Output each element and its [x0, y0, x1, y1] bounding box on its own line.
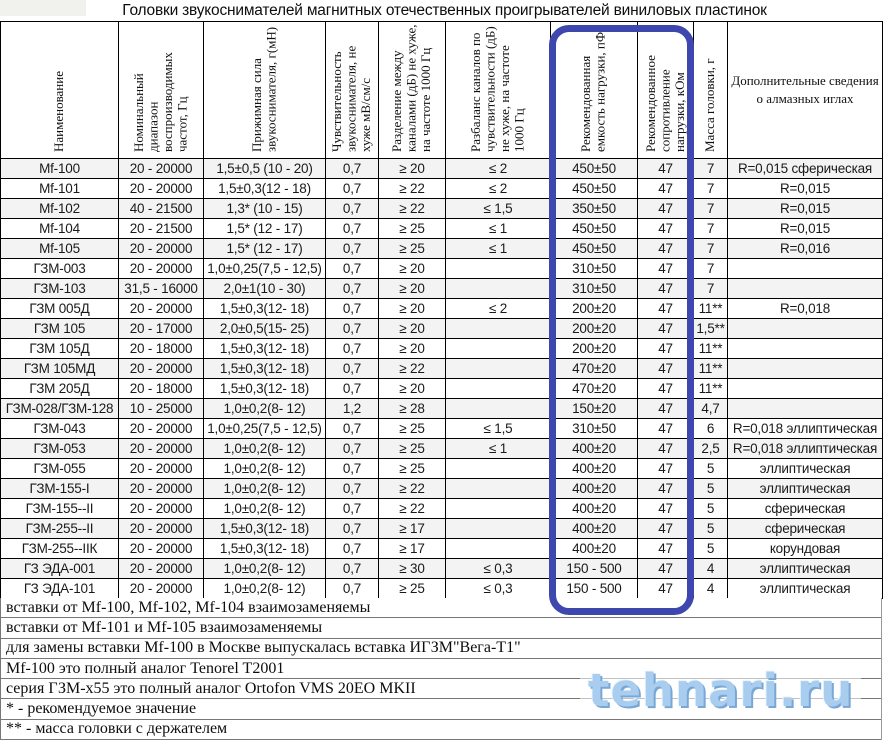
cell-sens: 0,7: [326, 419, 379, 439]
cell-extra: эллиптическая: [728, 479, 883, 499]
cell-mass: 5: [694, 499, 728, 519]
cell-mass: 5: [694, 539, 728, 559]
col-header-label: Прижимная сила звукоснимателя, г(мН): [248, 26, 279, 152]
col-header-mass: [694, 22, 728, 159]
cell-range: 20 - 20000: [119, 519, 204, 539]
cell-imbalance: ≤ 0,3: [446, 579, 551, 599]
col-header-resistance: [638, 22, 694, 159]
cell-imbalance: ≤ 1: [446, 219, 551, 239]
cell-extra: [728, 279, 883, 299]
table-row: [1, 499, 883, 519]
cell-separation: ≥ 22: [379, 499, 446, 519]
cell-range: 20 - 20000: [119, 359, 204, 379]
cell-separation: ≥ 20: [379, 339, 446, 359]
cell-name: ГЗМ-028/ГЗМ-128: [1, 399, 119, 419]
cell-range: 10 - 25000: [119, 399, 204, 419]
cell-mass: 2,5: [694, 439, 728, 459]
cell-capacity: 400±20: [551, 519, 638, 539]
cell-range: 20 - 20000: [119, 439, 204, 459]
cell-resistance: 47: [638, 419, 694, 439]
cell-extra: [728, 399, 883, 419]
cell-name: ГЗМ-155--II: [1, 499, 119, 519]
table-row: [1, 419, 883, 439]
cell-separation: ≥ 25: [379, 459, 446, 479]
cell-extra: эллиптическая: [728, 559, 883, 579]
cell-imbalance: ≤ 1,5: [446, 419, 551, 439]
cell-range: 20 - 20000: [119, 579, 204, 599]
header-row: [1, 22, 883, 159]
cartridge-specs-table: [0, 21, 883, 599]
cell-force: 1,0±0,25(7,5 - 12,5): [204, 419, 326, 439]
table-row: [1, 159, 883, 179]
cell-extra: [728, 259, 883, 279]
cell-separation: ≥ 20: [379, 379, 446, 399]
cell-capacity: 200±20: [551, 299, 638, 319]
col-header-imbalance: [446, 22, 551, 159]
cell-imbalance: [446, 479, 551, 499]
col-header-label: Номинальный диапазон воспроизводимых частот, Гц: [130, 52, 190, 152]
cell-imbalance: ≤ 2: [446, 179, 551, 199]
cell-force: 1,5±0,3(12- 18): [204, 379, 326, 399]
cell-force: 1,5±0,3(12- 18): [204, 299, 326, 319]
cell-imbalance: ≤ 1: [446, 239, 551, 259]
cell-imbalance: [446, 499, 551, 519]
table-row: [1, 299, 883, 319]
cell-extra: [728, 319, 883, 339]
cell-resistance: 47: [638, 339, 694, 359]
cell-force: 1,0±0,2(8- 12): [204, 579, 326, 599]
cell-mass: 7: [694, 279, 728, 299]
cell-extra: R=0,015: [728, 219, 883, 239]
cell-sens: 0,7: [326, 439, 379, 459]
cell-force: 1,3* (10 - 15): [204, 199, 326, 219]
cell-capacity: 450±50: [551, 179, 638, 199]
cell-sens: 0,7: [326, 159, 379, 179]
cell-resistance: 47: [638, 519, 694, 539]
cell-force: 1,0±0,2(8- 12): [204, 479, 326, 499]
cell-resistance: 47: [638, 399, 694, 419]
cell-name: Mf-100: [1, 159, 119, 179]
table-row: [1, 359, 883, 379]
col-header-label: Разделение между каналами (дБ) не хуже, на частоте 1000 Гц: [389, 24, 434, 152]
cell-name: ГЗМ-053: [1, 439, 119, 459]
cell-resistance: 47: [638, 559, 694, 579]
cell-separation: ≥ 20: [379, 159, 446, 179]
cell-range: 20 - 20000: [119, 539, 204, 559]
cell-separation: ≥ 17: [379, 519, 446, 539]
cell-name: ГЗМ-155-I: [1, 479, 119, 499]
cell-extra: [728, 359, 883, 379]
cell-sens: 0,7: [326, 519, 379, 539]
cell-capacity: 150 - 500: [551, 559, 638, 579]
cell-force: 1,0±0,2(8- 12): [204, 399, 326, 419]
col-header-extra: Дополнительные сведения о алмазных иглах: [728, 22, 883, 159]
cell-mass: 7: [694, 159, 728, 179]
cell-mass: 4: [694, 579, 728, 599]
cell-extra: эллиптическая: [728, 459, 883, 479]
cell-mass: 11**: [694, 339, 728, 359]
cell-mass: 7: [694, 259, 728, 279]
cell-sens: 0,7: [326, 199, 379, 219]
cell-name: Mf-105: [1, 239, 119, 259]
table-row: [1, 179, 883, 199]
cell-sens: 1,2: [326, 399, 379, 419]
note-row: вставки от Mf-100, Mf-102, Mf-104 взаимозаменяемы: [1, 598, 881, 618]
cell-imbalance: [446, 319, 551, 339]
cell-capacity: 450±50: [551, 239, 638, 259]
cell-extra: R=0,018: [728, 299, 883, 319]
cell-force: 1,5±0,5 (10 - 20): [204, 159, 326, 179]
cell-mass: 5: [694, 519, 728, 539]
cell-resistance: 47: [638, 479, 694, 499]
cell-separation: ≥ 17: [379, 539, 446, 559]
cell-capacity: 470±20: [551, 359, 638, 379]
cell-range: 20 - 20000: [119, 239, 204, 259]
cell-separation: ≥ 25: [379, 239, 446, 259]
cell-name: ГЗМ-055: [1, 459, 119, 479]
cell-resistance: 47: [638, 379, 694, 399]
col-header-range: [119, 22, 204, 159]
cell-range: 20 - 20000: [119, 259, 204, 279]
cell-name: ГЗМ 205Д: [1, 379, 119, 399]
cell-name: ГЗМ-255--IIК: [1, 539, 119, 559]
col-header-sens: [326, 22, 379, 159]
cell-range: 20 - 20000: [119, 479, 204, 499]
col-header-separation: [379, 22, 446, 159]
cell-capacity: 200±20: [551, 319, 638, 339]
cell-force: 1,5* (12 - 17): [204, 219, 326, 239]
cell-imbalance: ≤ 0,3: [446, 559, 551, 579]
cell-capacity: 450±50: [551, 159, 638, 179]
table-row: [1, 519, 883, 539]
cell-capacity: 150±20: [551, 399, 638, 419]
col-header-label: Наименование: [51, 71, 67, 152]
cell-range: 20 - 20000: [119, 499, 204, 519]
table-row: [1, 439, 883, 459]
cell-capacity: 310±50: [551, 419, 638, 439]
table-row: [1, 259, 883, 279]
cell-capacity: 470±20: [551, 379, 638, 399]
cell-name: ГЗМ 105: [1, 319, 119, 339]
note-row: * - рекомендуемое значение: [1, 699, 881, 719]
cell-extra: R=0,018 эллиптическая: [728, 439, 883, 459]
table-row: [1, 539, 883, 559]
col-header-name: [1, 22, 119, 159]
cell-sens: 0,7: [326, 379, 379, 399]
cell-sens: 0,7: [326, 359, 379, 379]
table-row: [1, 319, 883, 339]
cell-name: ГЗМ-043: [1, 419, 119, 439]
table-row: [1, 559, 883, 579]
cell-mass: 6: [694, 419, 728, 439]
cell-force: 1,0±0,2(8- 12): [204, 459, 326, 479]
cell-mass: 7: [694, 219, 728, 239]
cell-capacity: 310±50: [551, 259, 638, 279]
cell-sens: 0,7: [326, 579, 379, 599]
cell-imbalance: ≤ 2: [446, 299, 551, 319]
cell-name: Mf-104: [1, 219, 119, 239]
cell-name: ГЗМ-255--II: [1, 519, 119, 539]
cell-mass: 5: [694, 459, 728, 479]
col-header-label: Масса головки, г: [702, 58, 718, 152]
cell-sens: 0,7: [326, 339, 379, 359]
cell-extra: R=0,015: [728, 179, 883, 199]
cell-range: 40 - 21500: [119, 199, 204, 219]
cell-mass: 5: [694, 479, 728, 499]
cell-range: 20 - 20000: [119, 419, 204, 439]
cell-extra: R=0,015 сферическая: [728, 159, 883, 179]
cell-capacity: 400±20: [551, 459, 638, 479]
col-header-label: Разбаланс каналов по чувствительности (дБ) не хуже, на частоте 1000 Гц: [467, 26, 527, 152]
cell-name: ГЗМ-003: [1, 259, 119, 279]
cell-resistance: 47: [638, 319, 694, 339]
cell-capacity: 150 - 500: [551, 579, 638, 599]
table-row: [1, 399, 883, 419]
col-header-label: Чувствительность звукоснимателя, не хуже мВ/см/с: [329, 45, 374, 152]
cell-extra: сферическая: [728, 519, 883, 539]
col-header-capacity: [551, 22, 638, 159]
table-row: [1, 379, 883, 399]
cell-imbalance: [446, 459, 551, 479]
cell-range: 20 - 20000: [119, 559, 204, 579]
cell-capacity: 450±50: [551, 219, 638, 239]
note-row: вставки от Mf-101 и Mf-105 взаимозаменяемы: [1, 618, 881, 638]
cell-resistance: 47: [638, 279, 694, 299]
table-row: [1, 199, 883, 219]
cell-mass: 11**: [694, 299, 728, 319]
cell-capacity: 400±20: [551, 439, 638, 459]
tehnari-watermark-logo: tehnari.ru: [580, 664, 861, 718]
cell-separation: ≥ 28: [379, 399, 446, 419]
cell-range: 20 - 21500: [119, 219, 204, 239]
cell-imbalance: [446, 279, 551, 299]
cell-mass: 11**: [694, 359, 728, 379]
cell-force: 1,0±0,2(8- 12): [204, 499, 326, 519]
cell-imbalance: [446, 379, 551, 399]
cell-separation: ≥ 22: [379, 199, 446, 219]
cell-range: 20 - 20000: [119, 299, 204, 319]
cell-sens: 0,7: [326, 539, 379, 559]
cell-force: 1,5±0,3(12- 18): [204, 339, 326, 359]
col-header-label: Рекомендованная емкость нагрузки, пФ: [578, 31, 608, 152]
cell-sens: 0,7: [326, 179, 379, 199]
cell-extra: эллиптическая: [728, 579, 883, 599]
cell-resistance: 47: [638, 219, 694, 239]
cell-resistance: 47: [638, 259, 694, 279]
cell-name: ГЗМ 005Д: [1, 299, 119, 319]
cell-extra: сферическая: [728, 499, 883, 519]
cell-capacity: 350±50: [551, 199, 638, 219]
cell-range: 20 - 18000: [119, 339, 204, 359]
cell-sens: 0,7: [326, 299, 379, 319]
cell-sens: 0,7: [326, 459, 379, 479]
cell-capacity: 400±20: [551, 499, 638, 519]
cell-resistance: 47: [638, 359, 694, 379]
cell-separation: ≥ 25: [379, 579, 446, 599]
cell-range: 20 - 20000: [119, 159, 204, 179]
cell-capacity: 310±50: [551, 279, 638, 299]
cell-range: 20 - 17000: [119, 319, 204, 339]
table-row: [1, 239, 883, 259]
cell-capacity: 400±20: [551, 539, 638, 559]
cell-separation: ≥ 25: [379, 219, 446, 239]
cell-imbalance: ≤ 1: [446, 439, 551, 459]
cell-mass: 11**: [694, 379, 728, 399]
note-row: ** - масса головки с держателем: [1, 720, 881, 740]
cell-mass: 7: [694, 179, 728, 199]
cell-sens: 0,7: [326, 479, 379, 499]
cell-capacity: 200±20: [551, 339, 638, 359]
cell-extra: [728, 379, 883, 399]
cell-range: 31,5 - 16000: [119, 279, 204, 299]
cell-sens: 0,7: [326, 259, 379, 279]
col-header-label: Рекомендованное сопротивление нагрузки, кОм: [642, 55, 687, 152]
table-row: [1, 579, 883, 599]
page-title: Головки звукоснимателей магнитных отечественных проигрывателей виниловых пластинок: [122, 2, 767, 19]
cell-force: 1,0±0,2(8- 12): [204, 439, 326, 459]
cell-sens: 0,7: [326, 559, 379, 579]
cell-resistance: 47: [638, 299, 694, 319]
cell-resistance: 47: [638, 239, 694, 259]
table-row: [1, 339, 883, 359]
cell-sens: 0,7: [326, 219, 379, 239]
cell-name: ГЗМ 105Д: [1, 339, 119, 359]
cell-range: 20 - 20000: [119, 459, 204, 479]
cell-name: ГЗМ-103: [1, 279, 119, 299]
cell-name: Mf-102: [1, 199, 119, 219]
cell-force: 1,5±0,3(12- 18): [204, 519, 326, 539]
cell-force: 1,0±0,25(7,5 - 12,5): [204, 259, 326, 279]
cell-separation: ≥ 22: [379, 479, 446, 499]
cell-capacity: 400±20: [551, 479, 638, 499]
cell-force: 2,0±0,5(15- 25): [204, 319, 326, 339]
cell-force: 1,5±0,3(12 - 18): [204, 179, 326, 199]
cell-separation: ≥ 20: [379, 299, 446, 319]
cell-extra: R=0,015: [728, 199, 883, 219]
cell-mass: 7: [694, 239, 728, 259]
cell-resistance: 47: [638, 199, 694, 219]
cell-extra: [728, 339, 883, 359]
cell-separation: ≥ 20: [379, 259, 446, 279]
cell-separation: ≥ 25: [379, 419, 446, 439]
cell-separation: ≥ 20: [379, 319, 446, 339]
cell-imbalance: [446, 539, 551, 559]
cell-mass: 4,7: [694, 399, 728, 419]
cell-sens: 0,7: [326, 239, 379, 259]
cell-extra: R=0,016: [728, 239, 883, 259]
cell-resistance: 47: [638, 459, 694, 479]
cell-imbalance: [446, 519, 551, 539]
cell-imbalance: ≤ 1,5: [446, 199, 551, 219]
note-row: серия ГЗМ-х55 это полный аналог Ortofon VMS 20EO MKII: [1, 679, 881, 699]
cell-force: 1,0±0,2(8- 12): [204, 559, 326, 579]
cell-range: 20 - 20000: [119, 179, 204, 199]
cell-imbalance: [446, 399, 551, 419]
col-header-force: [204, 22, 326, 159]
cell-separation: ≥ 20: [379, 279, 446, 299]
cell-name: ГЗМ 105МД: [1, 359, 119, 379]
cell-extra: корундовая: [728, 539, 883, 559]
note-row: Mf-100 это полный аналог Tenorel T2001: [1, 659, 881, 679]
table-row: [1, 459, 883, 479]
cell-force: 1,5±0,3(12- 18): [204, 359, 326, 379]
cell-force: 1,5* (12 - 17): [204, 239, 326, 259]
cell-resistance: 47: [638, 499, 694, 519]
cell-resistance: 47: [638, 159, 694, 179]
cell-resistance: 47: [638, 439, 694, 459]
cell-mass: 1,5**: [694, 319, 728, 339]
cell-resistance: 47: [638, 579, 694, 599]
cell-extra: R=0,018 эллиптическая: [728, 419, 883, 439]
cell-separation: ≥ 25: [379, 439, 446, 459]
table-row: [1, 479, 883, 499]
cell-resistance: 47: [638, 179, 694, 199]
cell-force: 2,0±1(10 - 30): [204, 279, 326, 299]
cell-imbalance: [446, 259, 551, 279]
cell-name: ГЗ ЭДА-001: [1, 559, 119, 579]
cell-name: Mf-101: [1, 179, 119, 199]
cell-resistance: 47: [638, 539, 694, 559]
cell-separation: ≥ 22: [379, 179, 446, 199]
cell-range: 20 - 18000: [119, 379, 204, 399]
cell-force: 1,5±0,3(12- 18): [204, 539, 326, 559]
cell-sens: 0,7: [326, 279, 379, 299]
cell-separation: ≥ 30: [379, 559, 446, 579]
cell-separation: ≥ 22: [379, 359, 446, 379]
cell-mass: 4: [694, 559, 728, 579]
cell-sens: 0,7: [326, 499, 379, 519]
note-row: для замены вставки Mf-100 в Москве выпускалась вставка ИГЗМ"Вега-Т1": [1, 639, 881, 659]
cell-imbalance: ≤ 2: [446, 159, 551, 179]
cell-sens: 0,7: [326, 319, 379, 339]
table-row: [1, 279, 883, 299]
table-row: [1, 219, 883, 239]
cell-imbalance: [446, 359, 551, 379]
cell-name: ГЗ ЭДА-101: [1, 579, 119, 599]
cell-mass: 7: [694, 199, 728, 219]
cell-imbalance: [446, 339, 551, 359]
